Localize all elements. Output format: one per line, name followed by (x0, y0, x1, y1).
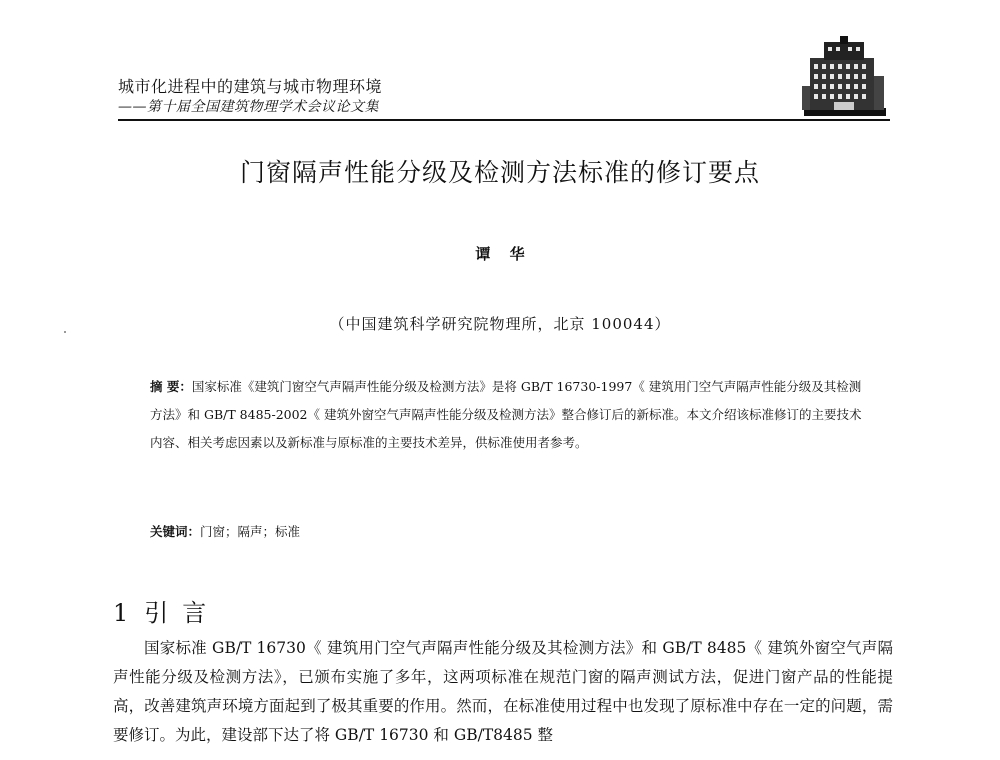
author-affiliation: （中国建筑科学研究院物理所，北京 100044） (329, 315, 671, 333)
keywords-text: 门窗；隔声；标准 (200, 524, 301, 539)
keywords-label: 关键词： (150, 524, 201, 539)
abstract-text: 国家标准《建筑门窗空气声隔声性能分级及检测方法》是将 GB/T 16730-1997《 建筑用门空气声隔声性能分级及其检测方法》和 GB/T 8485-2002《 建筑外窗空气声隔声性能分级及检测方法》整合修订后的新标准。本文介绍该标准修订的主要技术内容、相关考虑因素以及新标准与原标准的主要技术差异，供标准使用者参考。 (150, 379, 862, 450)
paragraph: 国家标准 GB/T 16730《 建筑用门空气声隔声性能分级及其检测方法》和 GB/T 8485《 建筑外窗空气声隔声性能分级及检测方法》，已颁布实施了多年，这两项标准在规范门窗的隔声测试方法，促进门窗产品的性能提高，改善建筑声环境方面起到了极其重要的作用。然而，在标准使用过程中也发现了原标准中存在一定的问题，需要修订。为此，建设部下达了将 GB/T 16730 和 GB/T8485 整 (113, 639, 893, 744)
paper-title: 门窗隔声性能分级及检测方法标准的修订要点 (239, 158, 760, 187)
book-subtitle: ——第十届全国建筑物理学术会议论文集 (118, 99, 379, 115)
section-heading (113, 593, 220, 628)
section-number: 1 (113, 599, 129, 627)
building-logo-icon (800, 36, 890, 118)
header-rule (118, 119, 890, 121)
keywords (150, 522, 300, 540)
section-title: 引言 (144, 599, 221, 627)
scan-speck (64, 331, 66, 333)
author-name: 谭 华 (475, 245, 525, 263)
abstract-label: 摘 要： (150, 379, 192, 394)
abstract (150, 373, 865, 457)
book-title: 城市化进程中的建筑与城市物理环境 (118, 77, 383, 96)
section-body (113, 634, 893, 750)
